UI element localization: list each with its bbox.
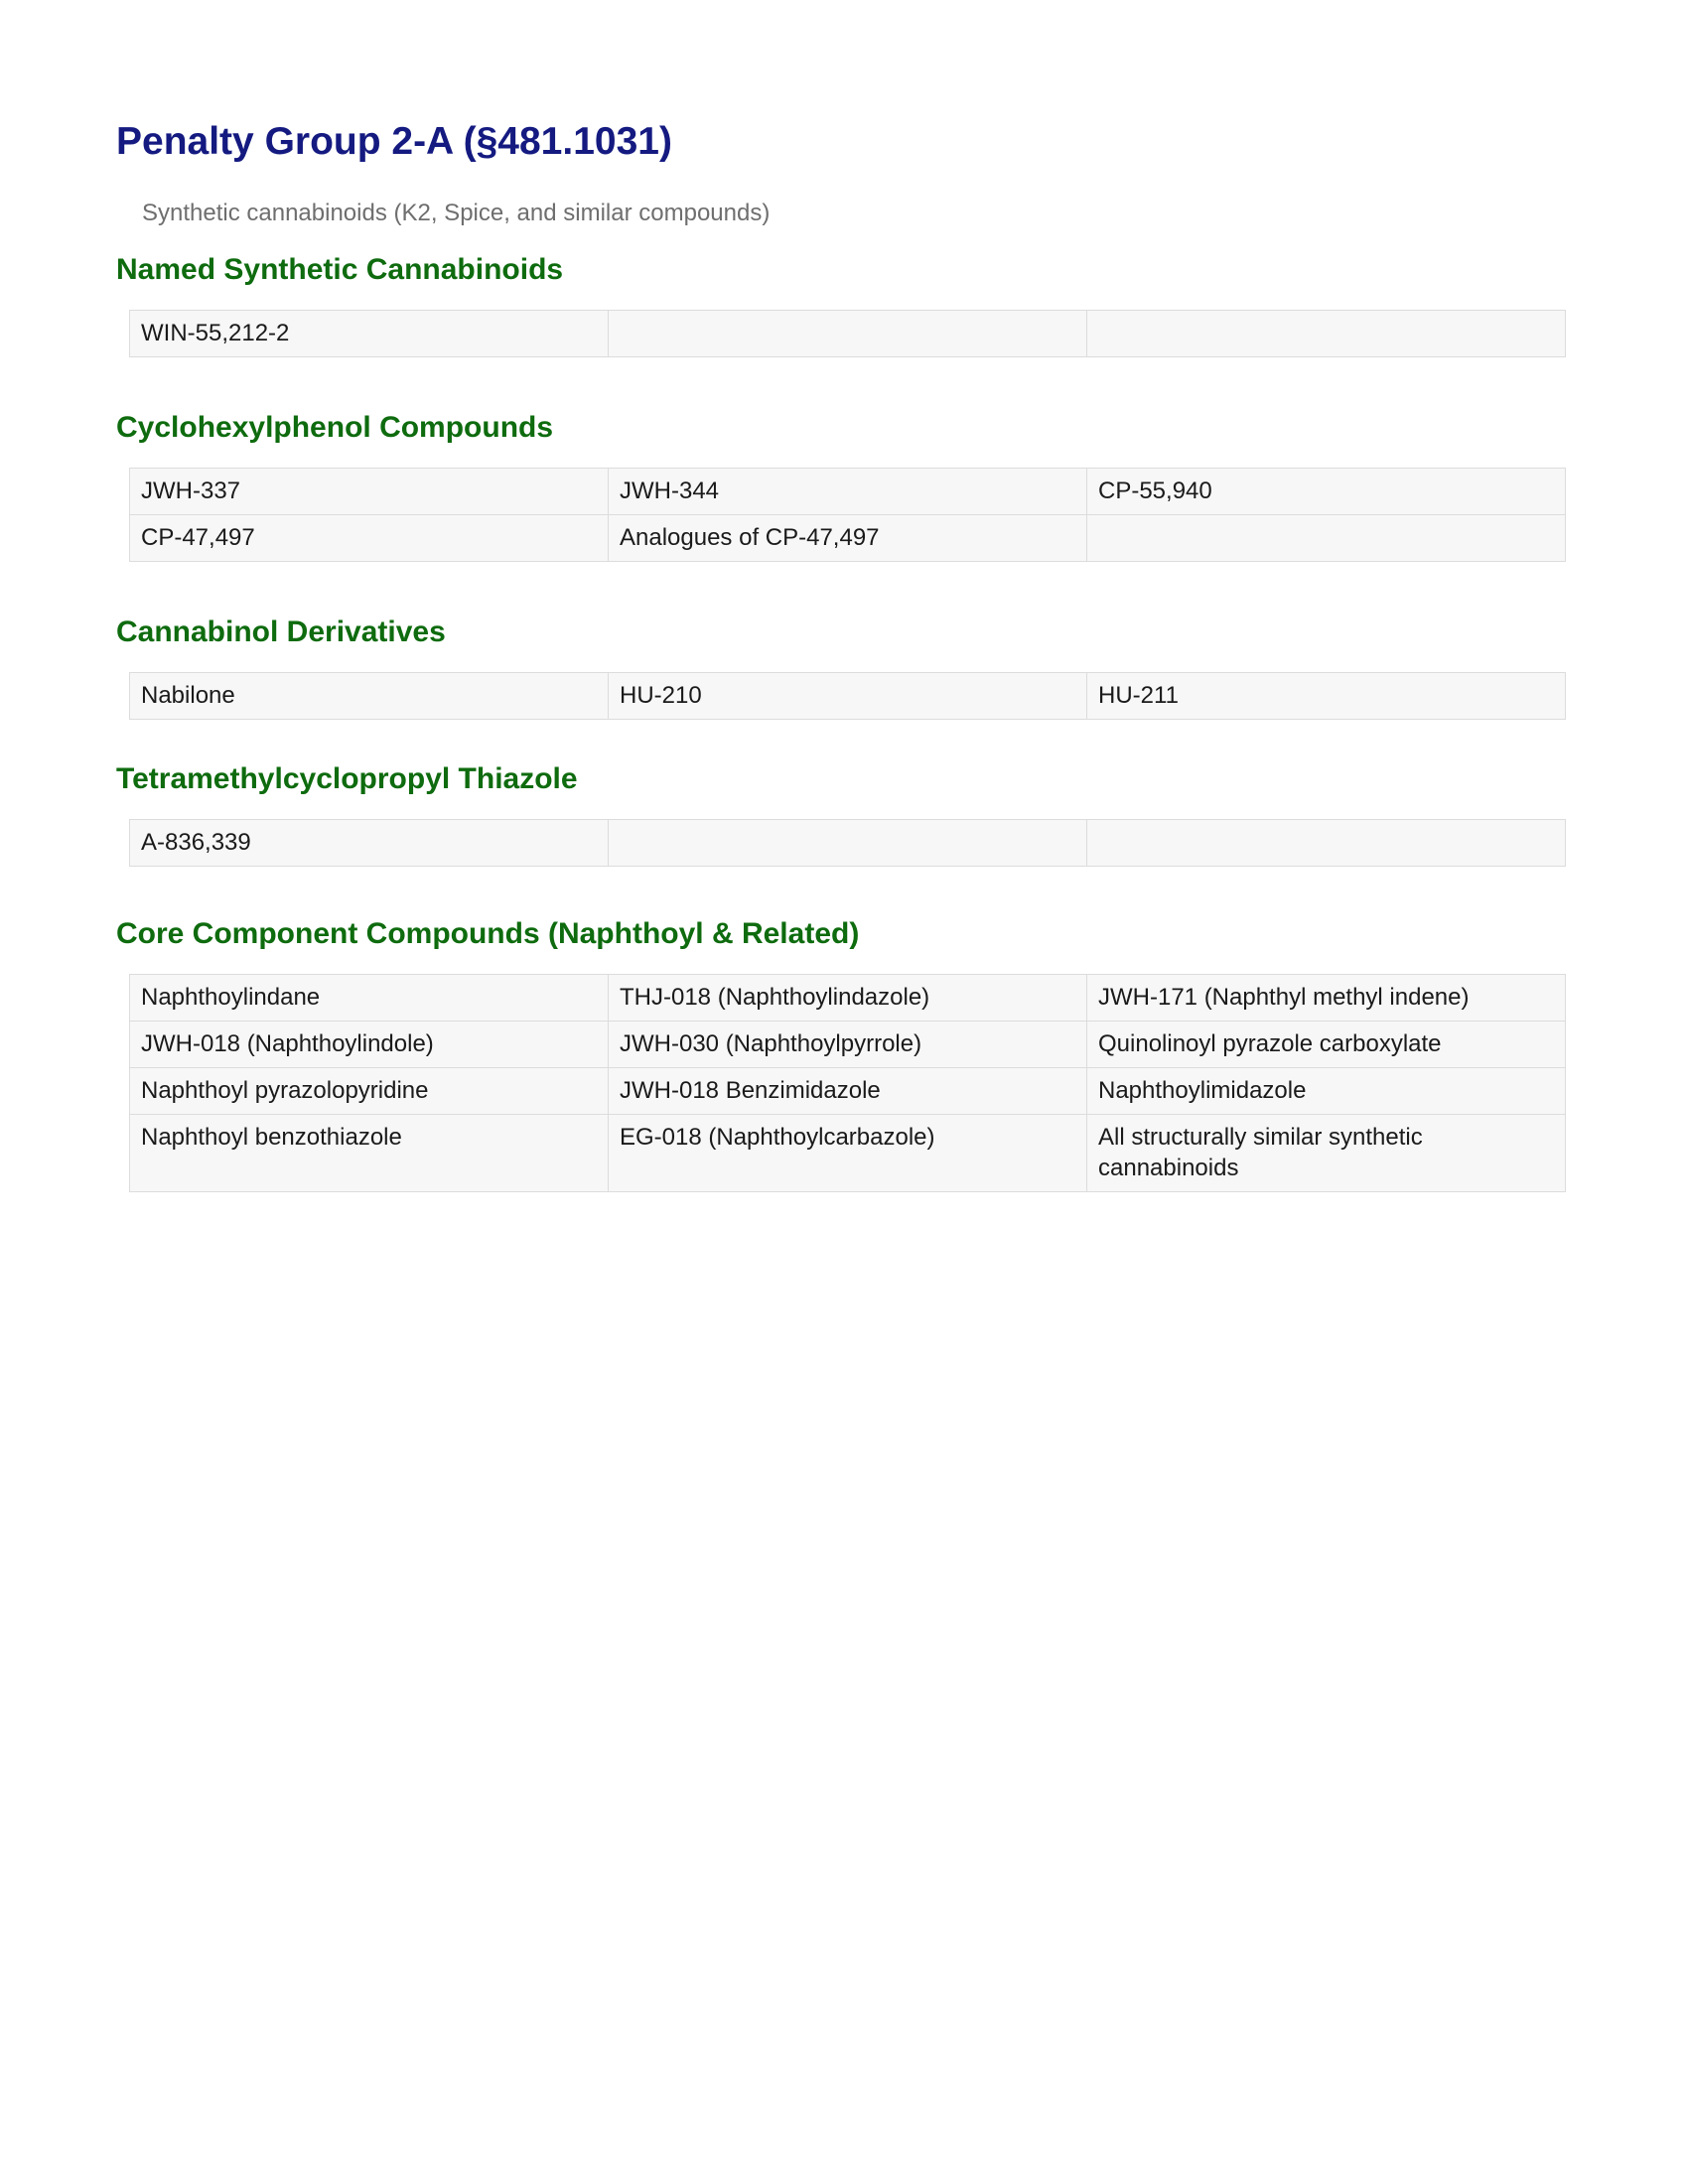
table-cell	[609, 311, 1087, 357]
table-cell: All structurally similar synthetic cannabinoids	[1087, 1115, 1566, 1192]
table-row	[130, 975, 1566, 1022]
compound-table	[129, 672, 1566, 720]
section-heading: Core Component Compounds (Naphthoyl & Related)	[116, 917, 860, 950]
table-cell: EG-018 (Naphthoylcarbazole)	[609, 1115, 1087, 1192]
compound-table	[129, 468, 1566, 562]
table-row	[130, 1068, 1566, 1115]
table-row	[130, 311, 1566, 357]
section-heading: Named Synthetic Cannabinoids	[116, 253, 564, 286]
section-core-component-compounds	[116, 916, 1566, 1192]
table-cell: CP-47,497	[130, 515, 609, 562]
table-cell: JWH-344	[609, 469, 1087, 515]
table-row	[130, 1115, 1566, 1192]
table-cell	[1087, 311, 1566, 357]
section-heading: Tetramethylcyclopropyl Thiazole	[116, 762, 578, 795]
table-row	[130, 469, 1566, 515]
table-cell: Naphthoyl benzothiazole	[130, 1115, 609, 1192]
table-cell: A-836,339	[130, 820, 609, 867]
table-cell: Naphthoylimidazole	[1087, 1068, 1566, 1115]
table-cell: CP-55,940	[1087, 469, 1566, 515]
compound-table	[129, 310, 1566, 357]
table-cell: JWH-018 (Naphthoylindole)	[130, 1022, 609, 1068]
section-tetramethylcyclopropyl-thiazole	[116, 761, 1566, 867]
table-cell: JWH-030 (Naphthoylpyrrole)	[609, 1022, 1087, 1068]
section-named-synthetic-cannabinoids	[116, 252, 1566, 357]
table-row	[130, 673, 1566, 720]
compound-table	[129, 819, 1566, 867]
table-row	[130, 820, 1566, 867]
table-cell	[609, 820, 1087, 867]
table-row	[130, 515, 1566, 562]
section-cannabinol-derivatives	[116, 614, 1566, 720]
section-cyclohexylphenol-compounds	[116, 410, 1566, 562]
table-cell: Quinolinoyl pyrazole carboxylate	[1087, 1022, 1566, 1068]
section-heading: Cannabinol Derivatives	[116, 615, 446, 648]
page-subtitle: Synthetic cannabinoids (K2, Spice, and similar compounds)	[142, 200, 771, 226]
table-cell: Nabilone	[130, 673, 609, 720]
compound-table	[129, 974, 1566, 1192]
table-cell: THJ-018 (Naphthoylindazole)	[609, 975, 1087, 1022]
table-cell: HU-211	[1087, 673, 1566, 720]
table-cell: Analogues of CP-47,497	[609, 515, 1087, 562]
table-cell: JWH-337	[130, 469, 609, 515]
table-cell	[1087, 515, 1566, 562]
page-title: Penalty Group 2-A (§481.1031)	[116, 120, 672, 163]
table-cell: WIN-55,212-2	[130, 311, 609, 357]
table-row	[130, 1022, 1566, 1068]
table-cell: HU-210	[609, 673, 1087, 720]
table-cell: Naphthoyl pyrazolopyridine	[130, 1068, 609, 1115]
table-cell: Naphthoylindane	[130, 975, 609, 1022]
document-page	[116, 117, 1566, 1192]
table-cell: JWH-018 Benzimidazole	[609, 1068, 1087, 1115]
section-heading: Cyclohexylphenol Compounds	[116, 411, 554, 444]
table-cell: JWH-171 (Naphthyl methyl indene)	[1087, 975, 1566, 1022]
table-cell	[1087, 820, 1566, 867]
